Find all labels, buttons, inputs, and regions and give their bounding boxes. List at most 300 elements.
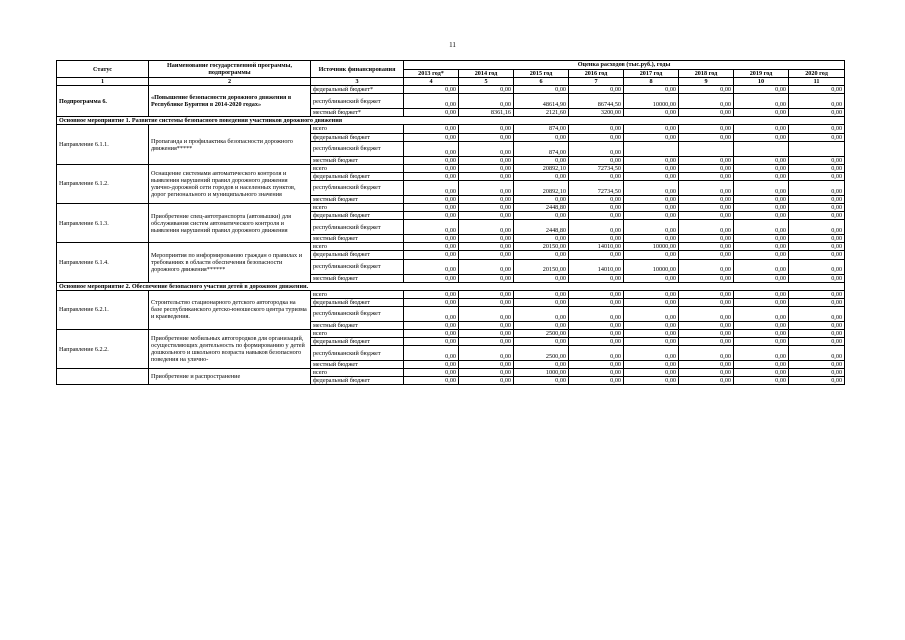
row-value: 0,00 xyxy=(679,172,734,180)
row-value: 2448,80 xyxy=(514,204,569,212)
row-value xyxy=(734,141,789,156)
section-title: Основное мероприятие 1. Развитие системы безопасного поведения участников дорожного движения xyxy=(57,117,845,125)
row-value: 0,00 xyxy=(459,204,514,212)
row-value: 0,00 xyxy=(404,156,459,164)
column-number: 11 xyxy=(789,78,845,86)
row-status: Направление 6.1.1. xyxy=(57,125,149,164)
row-value: 0,00 xyxy=(569,306,624,321)
row-value: 0,00 xyxy=(734,109,789,117)
row-value: 0,00 xyxy=(679,369,734,377)
row-value: 0,00 xyxy=(404,204,459,212)
section-row xyxy=(57,117,845,125)
row-value: 0,00 xyxy=(569,290,624,298)
row-value: 0,00 xyxy=(514,172,569,180)
row-source: республиканский бюджет xyxy=(311,94,404,109)
row-value: 0,00 xyxy=(624,180,679,195)
row-value: 3200,00 xyxy=(569,109,624,117)
row-value: 20150,00 xyxy=(514,243,569,251)
header-status: Статус xyxy=(57,61,149,78)
row-value: 0,00 xyxy=(404,220,459,235)
row-value: 0,00 xyxy=(679,321,734,329)
row-value: 0,00 xyxy=(459,172,514,180)
row-source: всего xyxy=(311,243,404,251)
page-number: 11 xyxy=(449,41,456,49)
row-value: 0,00 xyxy=(459,369,514,377)
row-value: 20892,10 xyxy=(514,180,569,195)
row-value: 0,00 xyxy=(624,338,679,346)
row-value: 0,00 xyxy=(734,346,789,361)
row-value: 20150,00 xyxy=(514,259,569,274)
row-source: всего xyxy=(311,329,404,337)
row-value: 0,00 xyxy=(734,369,789,377)
row-value: 0,00 xyxy=(734,361,789,369)
row-value: 0,00 xyxy=(624,156,679,164)
row-value: 0,00 xyxy=(514,298,569,306)
row-value xyxy=(679,141,734,156)
row-source: местный бюджет xyxy=(311,361,404,369)
row-source: всего xyxy=(311,290,404,298)
row-value: 0,00 xyxy=(679,274,734,282)
row-value: 0,00 xyxy=(459,274,514,282)
row-value: 0,00 xyxy=(679,251,734,259)
row-source: республиканский бюджет xyxy=(311,346,404,361)
row-value: 0,00 xyxy=(789,180,845,195)
row-value: 0,00 xyxy=(679,306,734,321)
row-value: 2500,00 xyxy=(514,329,569,337)
row-source: федеральный бюджет xyxy=(311,298,404,306)
row-value: 0,00 xyxy=(624,172,679,180)
row-value: 0,00 xyxy=(404,306,459,321)
row-value: 0,00 xyxy=(514,212,569,220)
row-value: 0,00 xyxy=(734,172,789,180)
row-value: 0,00 xyxy=(404,274,459,282)
row-value: 0,00 xyxy=(679,86,734,94)
row-value: 0,00 xyxy=(569,377,624,385)
row-value: 0,00 xyxy=(569,204,624,212)
row-source: республиканский бюджет xyxy=(311,220,404,235)
row-value: 0,00 xyxy=(404,298,459,306)
row-value: 0,00 xyxy=(404,172,459,180)
header-name: Наименование государственной программы, подпрограммы xyxy=(149,61,311,78)
row-value: 0,00 xyxy=(569,235,624,243)
row-value: 0,00 xyxy=(679,243,734,251)
row-name: Строительство стационарного детского автогородка на базе республиканского детско-юношеского центра туризма и краеведения. xyxy=(149,290,311,329)
row-value: 0,00 xyxy=(569,220,624,235)
row-value: 0,00 xyxy=(624,109,679,117)
row-value: 2500,00 xyxy=(514,346,569,361)
row-value: 0,00 xyxy=(404,133,459,141)
row-value: 0,00 xyxy=(679,125,734,133)
row-value: 0,00 xyxy=(734,133,789,141)
table-row xyxy=(57,290,845,298)
section-row xyxy=(57,282,845,290)
row-value: 0,00 xyxy=(734,94,789,109)
row-value: 0,00 xyxy=(679,290,734,298)
header-year: 2014 год xyxy=(459,70,514,78)
row-value: 2448,80 xyxy=(514,220,569,235)
row-value: 0,00 xyxy=(789,109,845,117)
row-value: 0,00 xyxy=(459,180,514,195)
row-value: 0,00 xyxy=(404,321,459,329)
row-value: 0,00 xyxy=(514,306,569,321)
row-value: 0,00 xyxy=(789,377,845,385)
header-year: 2018 год xyxy=(679,70,734,78)
column-numbers-row xyxy=(57,78,845,86)
row-value: 0,00 xyxy=(624,235,679,243)
header-year: 2015 год xyxy=(514,70,569,78)
budget-table xyxy=(56,60,845,385)
row-value: 0,00 xyxy=(789,94,845,109)
header-year: 2013 год* xyxy=(404,70,459,78)
row-value: 0,00 xyxy=(789,306,845,321)
row-value: 0,00 xyxy=(459,306,514,321)
row-value: 0,00 xyxy=(514,321,569,329)
row-value: 0,00 xyxy=(789,338,845,346)
row-value: 0,00 xyxy=(404,180,459,195)
row-value: 0,00 xyxy=(679,164,734,172)
row-value: 20892,10 xyxy=(514,164,569,172)
row-value: 0,00 xyxy=(459,156,514,164)
row-value: 0,00 xyxy=(789,220,845,235)
row-value: 0,00 xyxy=(459,338,514,346)
header-year: 2016 год xyxy=(569,70,624,78)
row-value: 0,00 xyxy=(404,243,459,251)
row-value: 0,00 xyxy=(789,251,845,259)
row-value: 0,00 xyxy=(679,180,734,195)
row-value: 0,00 xyxy=(459,243,514,251)
row-value: 0,00 xyxy=(459,377,514,385)
row-value: 0,00 xyxy=(404,290,459,298)
row-value: 0,00 xyxy=(624,361,679,369)
row-value: 0,00 xyxy=(789,133,845,141)
row-value: 0,00 xyxy=(459,235,514,243)
row-value: 0,00 xyxy=(569,133,624,141)
row-value: 0,00 xyxy=(734,212,789,220)
row-value: 0,00 xyxy=(404,329,459,337)
header-estimate: Оценка расходов (тыс.руб.), годы xyxy=(404,61,845,70)
header-source: Источник финансирования xyxy=(311,61,404,78)
row-value: 0,00 xyxy=(514,195,569,203)
row-value: 0,00 xyxy=(514,156,569,164)
row-value: 0,00 xyxy=(459,133,514,141)
row-value: 0,00 xyxy=(569,195,624,203)
row-value: 0,00 xyxy=(734,220,789,235)
header-row xyxy=(57,61,845,70)
column-number: 6 xyxy=(514,78,569,86)
row-value: 0,00 xyxy=(459,321,514,329)
row-source: федеральный бюджет xyxy=(311,212,404,220)
row-value: 0,00 xyxy=(624,321,679,329)
row-value: 0,00 xyxy=(459,220,514,235)
row-value: 0,00 xyxy=(789,172,845,180)
row-value: 0,00 xyxy=(459,195,514,203)
row-value: 0,00 xyxy=(514,361,569,369)
row-status: Направление 6.1.2. xyxy=(57,164,149,203)
row-value: 0,00 xyxy=(569,369,624,377)
row-value: 0,00 xyxy=(569,251,624,259)
row-value: 0,00 xyxy=(404,369,459,377)
column-number: 9 xyxy=(679,78,734,86)
row-name: Приобретение и распространение xyxy=(149,369,311,385)
row-value: 0,00 xyxy=(569,212,624,220)
row-value: 0,00 xyxy=(514,133,569,141)
row-value: 0,00 xyxy=(459,141,514,156)
row-value: 0,00 xyxy=(734,235,789,243)
row-value: 0,00 xyxy=(404,346,459,361)
row-value: 0,00 xyxy=(459,361,514,369)
row-value: 0,00 xyxy=(734,274,789,282)
row-source: всего xyxy=(311,369,404,377)
row-value: 0,00 xyxy=(624,369,679,377)
row-value: 0,00 xyxy=(734,156,789,164)
row-value: 0,00 xyxy=(459,125,514,133)
row-value: 0,00 xyxy=(789,346,845,361)
row-value: 0,00 xyxy=(459,329,514,337)
row-value: 0,00 xyxy=(789,298,845,306)
row-source: федеральный бюджет xyxy=(311,133,404,141)
row-value: 0,00 xyxy=(624,133,679,141)
row-value: 0,00 xyxy=(624,290,679,298)
row-value: 0,00 xyxy=(624,220,679,235)
row-value: 0,00 xyxy=(569,156,624,164)
row-value: 10000,00 xyxy=(624,243,679,251)
row-source: республиканский бюджет xyxy=(311,259,404,274)
column-number: 2 xyxy=(149,78,311,86)
row-value: 0,00 xyxy=(404,259,459,274)
row-value: 0,00 xyxy=(734,259,789,274)
row-value xyxy=(789,141,845,156)
row-value: 0,00 xyxy=(789,235,845,243)
row-value: 0,00 xyxy=(679,133,734,141)
row-value: 0,00 xyxy=(679,329,734,337)
row-value: 0,00 xyxy=(789,204,845,212)
row-value: 0,00 xyxy=(789,329,845,337)
row-source: местный бюджет xyxy=(311,235,404,243)
row-value: 0,00 xyxy=(569,172,624,180)
row-value: 0,00 xyxy=(679,338,734,346)
row-value: 0,00 xyxy=(569,321,624,329)
header-year: 2020 год xyxy=(789,70,845,78)
row-name: Приобретение мобильных автогородков для организаций, осуществляющих деятельность по формированию у детей дошкольного и школьного возраста навыков безопасного поведения на улично- xyxy=(149,329,311,368)
table-row xyxy=(57,369,845,377)
row-value: 14010,00 xyxy=(569,243,624,251)
row-value: 0,00 xyxy=(514,86,569,94)
row-value: 0,00 xyxy=(789,361,845,369)
row-source: местный бюджет xyxy=(311,321,404,329)
row-value: 0,00 xyxy=(624,346,679,361)
row-value: 10000,00 xyxy=(624,94,679,109)
row-value: 72734,50 xyxy=(569,180,624,195)
row-value: 0,00 xyxy=(569,274,624,282)
row-value: 0,00 xyxy=(404,377,459,385)
row-value: 0,00 xyxy=(789,243,845,251)
row-source: федеральный бюджет* xyxy=(311,86,404,94)
row-source: местный бюджет* xyxy=(311,109,404,117)
row-value: 0,00 xyxy=(679,361,734,369)
row-value: 0,00 xyxy=(624,329,679,337)
table-row xyxy=(57,164,845,172)
row-value: 0,00 xyxy=(679,212,734,220)
row-value: 0,00 xyxy=(569,298,624,306)
row-value: 0,00 xyxy=(679,220,734,235)
row-value: 0,00 xyxy=(404,164,459,172)
row-status: Подпрограмма 6. xyxy=(57,86,149,117)
row-value: 0,00 xyxy=(404,251,459,259)
row-value: 0,00 xyxy=(569,361,624,369)
row-value: 14010,00 xyxy=(569,259,624,274)
row-value: 0,00 xyxy=(624,298,679,306)
row-value: 0,00 xyxy=(514,377,569,385)
row-value: 0,00 xyxy=(569,329,624,337)
row-value: 0,00 xyxy=(789,86,845,94)
row-value: 0,00 xyxy=(789,156,845,164)
row-value: 0,00 xyxy=(679,259,734,274)
row-status: Направление 6.2.1. xyxy=(57,290,149,329)
row-value: 0,00 xyxy=(734,338,789,346)
row-value: 874,00 xyxy=(514,141,569,156)
row-value: 0,00 xyxy=(789,164,845,172)
row-source: федеральный бюджет xyxy=(311,338,404,346)
row-value: 0,00 xyxy=(624,274,679,282)
row-value: 0,00 xyxy=(569,141,624,156)
row-value: 0,00 xyxy=(789,321,845,329)
row-value: 8361,16 xyxy=(459,109,514,117)
row-value: 0,00 xyxy=(734,306,789,321)
row-value: 0,00 xyxy=(459,251,514,259)
table-row xyxy=(57,243,845,251)
row-value: 0,00 xyxy=(569,346,624,361)
row-value: 0,00 xyxy=(459,346,514,361)
table-row xyxy=(57,204,845,212)
row-value: 0,00 xyxy=(789,369,845,377)
row-value: 0,00 xyxy=(404,94,459,109)
row-value: 0,00 xyxy=(734,290,789,298)
row-value: 0,00 xyxy=(679,109,734,117)
row-value: 0,00 xyxy=(624,125,679,133)
row-value: 0,00 xyxy=(459,212,514,220)
row-value: 0,00 xyxy=(679,235,734,243)
row-value: 48614,90 xyxy=(514,94,569,109)
row-name: Приобретение спец-автотранспорта (автовышки) для обслуживания систем автоматического контроля и выявления нарушений правил дорожного движения xyxy=(149,204,311,243)
row-value: 0,00 xyxy=(459,164,514,172)
row-value: 0,00 xyxy=(404,125,459,133)
row-source: республиканский бюджет xyxy=(311,180,404,195)
row-value: 0,00 xyxy=(514,251,569,259)
row-source: федеральный бюджет xyxy=(311,172,404,180)
row-value: 0,00 xyxy=(789,290,845,298)
table-row xyxy=(57,125,845,133)
row-value: 0,00 xyxy=(404,235,459,243)
row-value: 0,00 xyxy=(734,298,789,306)
row-value: 0,00 xyxy=(514,290,569,298)
section-title: Основное мероприятие 2. Обеспечение безопасного участия детей в дорожном движении. xyxy=(57,282,845,290)
row-value: 0,00 xyxy=(789,274,845,282)
row-name: Мероприятия по информированию граждан о правилах и требованиях в области обеспечения безопасности дорожного движения****** xyxy=(149,243,311,282)
row-value: 0,00 xyxy=(514,235,569,243)
row-source: республиканский бюджет xyxy=(311,306,404,321)
table-row xyxy=(57,329,845,337)
row-value: 0,00 xyxy=(459,86,514,94)
row-value: 0,00 xyxy=(789,212,845,220)
row-value xyxy=(624,141,679,156)
row-value: 0,00 xyxy=(734,329,789,337)
row-value: 0,00 xyxy=(679,156,734,164)
header-year: 2017 год xyxy=(624,70,679,78)
row-value: 72734,50 xyxy=(569,164,624,172)
row-value: 0,00 xyxy=(624,164,679,172)
column-number: 8 xyxy=(624,78,679,86)
row-value: 0,00 xyxy=(404,109,459,117)
row-value: 0,00 xyxy=(734,321,789,329)
column-number: 1 xyxy=(57,78,149,86)
row-value: 0,00 xyxy=(734,86,789,94)
row-source: местный бюджет xyxy=(311,156,404,164)
row-value: 0,00 xyxy=(734,204,789,212)
row-status: Направление 6.2.2. xyxy=(57,329,149,368)
row-value: 0,00 xyxy=(404,195,459,203)
row-name: Пропаганда и профилактика безопасности дорожного движения***** xyxy=(149,125,311,164)
row-status: Направление 6.1.4. xyxy=(57,243,149,282)
row-value: 0,00 xyxy=(789,259,845,274)
row-value: 0,00 xyxy=(624,212,679,220)
row-value: 0,00 xyxy=(734,180,789,195)
row-value: 1000,00 xyxy=(514,369,569,377)
row-value: 0,00 xyxy=(569,338,624,346)
row-value: 0,00 xyxy=(404,141,459,156)
row-source: всего xyxy=(311,164,404,172)
row-value: 0,00 xyxy=(459,259,514,274)
row-value: 10000,00 xyxy=(624,259,679,274)
row-value: 0,00 xyxy=(679,195,734,203)
header-year: 2019 год xyxy=(734,70,789,78)
row-value: 0,00 xyxy=(734,125,789,133)
row-value: 0,00 xyxy=(734,251,789,259)
row-value: 0,00 xyxy=(624,306,679,321)
row-value: 874,00 xyxy=(514,125,569,133)
column-number: 7 xyxy=(569,78,624,86)
row-value: 0,00 xyxy=(624,377,679,385)
row-value: 0,00 xyxy=(679,94,734,109)
row-value: 0,00 xyxy=(734,164,789,172)
row-value: 0,00 xyxy=(789,195,845,203)
row-name: «Повышение безопасности дорожного движения в Республике Бурятия в 2014-2020 годах» xyxy=(149,86,311,117)
row-value: 0,00 xyxy=(459,298,514,306)
row-value: 0,00 xyxy=(404,361,459,369)
row-value: 0,00 xyxy=(404,338,459,346)
column-number: 5 xyxy=(459,78,514,86)
row-value: 0,00 xyxy=(734,195,789,203)
row-value: 86744,50 xyxy=(569,94,624,109)
row-value: 0,00 xyxy=(514,274,569,282)
column-number: 4 xyxy=(404,78,459,86)
row-value: 2121,60 xyxy=(514,109,569,117)
column-number: 10 xyxy=(734,78,789,86)
row-value: 0,00 xyxy=(789,125,845,133)
row-value: 0,00 xyxy=(404,212,459,220)
row-value: 0,00 xyxy=(569,86,624,94)
row-status: Направление 6.1.3. xyxy=(57,204,149,243)
row-value: 0,00 xyxy=(624,195,679,203)
row-value: 0,00 xyxy=(679,346,734,361)
row-source: местный бюджет xyxy=(311,195,404,203)
row-name: Оснащение системами автоматического контроля и выявления нарушений правил дорожного движения улично-дорожной сети городов и населенных пунктов, дорог регионального и муниципального значения xyxy=(149,164,311,203)
row-source: всего xyxy=(311,125,404,133)
row-value: 0,00 xyxy=(514,338,569,346)
row-value: 0,00 xyxy=(624,251,679,259)
row-source: республиканский бюджет xyxy=(311,141,404,156)
row-value: 0,00 xyxy=(734,377,789,385)
table-row xyxy=(57,86,845,94)
